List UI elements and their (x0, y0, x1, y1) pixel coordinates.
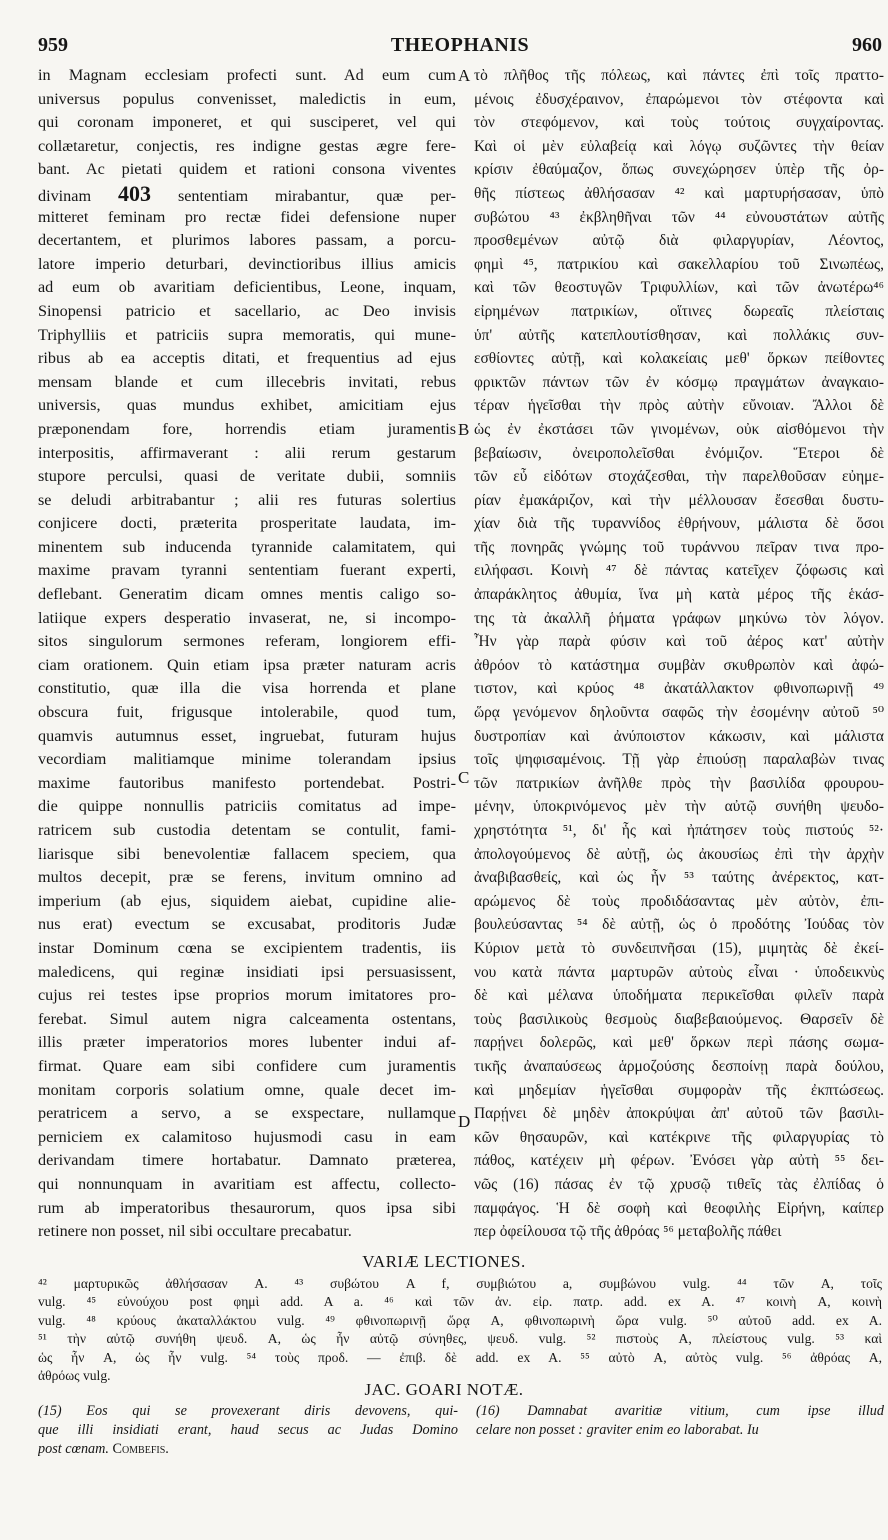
latin-line: ribus ab ea acceptis ditati, et frequentius ad ejus (38, 349, 456, 368)
latin-line: perniciem ex calamitoso hujusmodi casu in eam (38, 1127, 456, 1146)
latin-line: latore imperio deturbari, devinctioribus illius amicis (38, 254, 456, 273)
latin-line: maledicens, qui reginæ insidiati ipsi persuasissent, (38, 962, 456, 981)
latin-line: peratricem a servo, a se exspectare, nullamque (38, 1104, 456, 1123)
latin-line: cujus rei testes ipse proprios morum imitatores pro- (38, 986, 456, 1005)
note-16 (476, 1402, 884, 1440)
latin-line: sitos singulorum sermones referam, longiorem effi- (38, 632, 456, 651)
note-line: (16) Damnabat avaritiæ vitium, cum ipse illud (476, 1403, 884, 1419)
latin-line: mensam blande et cum illecebris invitati, rebus (38, 372, 456, 391)
greek-line: νου κατὰ πάντα μαρτυρῶν αὐτοὺς εἶναι · ὑποδεικνὺς (474, 963, 884, 981)
greek-line: Ἦν γὰρ παρὰ φύσιν καὶ τοῦ ἀέρος κατ' αὐτὴν (474, 633, 884, 651)
variae-lectiones (38, 1275, 882, 1385)
greek-line: χίαν διὰ τῆς τυραννίδος ἐθρήνουν, μάλιστα δὲ ὅσοι (474, 515, 884, 533)
section-marker-c: C (458, 768, 470, 787)
latin-line: qui nonnunquam in avaritiam est affectu, collecto- (38, 1174, 456, 1193)
latin-line: mitteret feminam pro rectæ fidei defensione nuper (38, 207, 456, 226)
greek-line: δυστροπίαν καὶ ἀνύποιστον κάκωσιν, καὶ μάλιστα (474, 727, 884, 745)
latin-line: vecordiam malitiamque minime tolerandam ipsius (38, 750, 456, 769)
greek-line: φρικτῶν πάντων τῶν ἐν κόσμῳ πραγμάτων ἀναγκαιο- (474, 373, 884, 391)
variae-lectiones-heading: VARIÆ LECTIONES. (362, 1252, 526, 1271)
variant-line: ⁵¹ τὴν αὐτῷ συνήθη ψευδ. A, ὡς ἦν αὐτῷ σύνηθες, ψευδ. vulg. ⁵² πιστοὺς A, πλείστους vulg. ⁵³ καὶ (38, 1331, 882, 1347)
greek-line: παρῄνει δολερῶς, καὶ μεθ' ὅρκων περὶ πάσης σωμα- (474, 1034, 884, 1052)
greek-line: τὸ πλῆθος τῆς πόλεως, καὶ πάντες ἐπὶ τοῖς πραττο- (474, 67, 884, 84)
latin-line: liarisque sibi benevolentiæ fallacem speciem, qua (38, 844, 456, 863)
section-marker-b: B (458, 420, 470, 439)
latin-line: ratricem sub custodia detentam se contulit, fami- (38, 821, 456, 839)
greek-line: χρηστότητα ⁵¹, δι' ἧς καὶ ἠπάτησεν τοὺς πιστούς ⁵²· (474, 822, 884, 839)
note-text: post cœnam. (38, 1441, 109, 1457)
latin-line: collætaretur, conjectis, res indigne gestas ægre fere- (38, 136, 456, 155)
latin-line: universus populus convenisset, maledictis in eum, (38, 89, 456, 108)
greek-line: τοὺς βασιλικοὺς θεσμοὺς διαβεβαιούμενος. Θαρσεῖν δὲ (474, 1010, 884, 1028)
note-line (38, 1440, 458, 1459)
greek-line: κρίσιν ἐθαύμαζον, ὅπως συνεχώρησεν ὑπὲρ τῆς ὀρ- (474, 161, 884, 179)
greek-line: θῆς πίστεως ἀθλήσασαν ⁴² καὶ μαρτυρήσασαν, ὑπὸ (474, 184, 884, 202)
latin-line: qui coronam imponeret, et qui susciperet, vel qui (38, 113, 456, 132)
latin-line: minentem sub inducenda tyrannide calamitatem, qui (38, 537, 456, 556)
latin-line: Sinopensi patricio et sacellario, ac Deo invisis (38, 301, 456, 320)
greek-column (474, 64, 884, 1244)
latin-line: die quippe nonnullis patriciis comitatus ad impe- (38, 797, 456, 816)
latin-line: stupore perculsi, quasi de veritate dubii, somniis (38, 467, 456, 486)
section-marker-d: D (458, 1112, 471, 1131)
greek-line: τοῖς ψηφισαμένοις. Τῇ γὰρ ἐπιούσῃ παραλαβὼν τινας (474, 751, 884, 769)
greek-line: τῶν εὖ εἰδότων στοχάζεσθαι, τὴν παρελθοῦσαν εὐημε- (474, 468, 884, 486)
greek-line: νῶς (16) πάσας ἐν τῷ χρυσῷ τιθεῖς τὰς ἐλπίδας ὁ (474, 1175, 884, 1193)
latin-line: in Magnam ecclesiam profecti sunt. Ad eum cum (38, 66, 456, 84)
greek-line: παμφάγος. Ἡ δὲ σοφὴ καὶ θεοφιλὴς Εἰρήνη, καίπερ (474, 1199, 884, 1217)
greek-line: ὥρᾳ γενόμενον δηλοῦντα σαφῶς τὴν ἐσομένην αὐτοῦ ⁵⁰ (474, 704, 884, 722)
latin-line: interpositis, affirmaverant : alii rerum gestarum (38, 443, 456, 462)
latin-line: imperium (ab ejus, siquidem aiebat, cupidine alie- (38, 891, 456, 910)
greek-line: ἀπαράκλητος ἀθυμία, ἵνα μὴ κατὰ μέρος τῆς ἑκάσ- (474, 586, 884, 604)
latin-line: quamvis autumnus esset, ingruebat, futuram hujus (38, 726, 456, 745)
note-attribution: Combefis. (112, 1441, 169, 1457)
greek-line: τῆς πονηρᾶς γνώμης τοῦ τυράννου πεῖραν τινα προ- (474, 538, 884, 556)
latin-line: decertantem, et plurimos labores passam, a porcu- (38, 231, 456, 250)
latin-line: se deludi arbitrabantur ; alii res futuras solertius (38, 490, 456, 509)
latin-line: ferebat. Simul autem nigra calceamenta ostentans, (38, 1009, 456, 1028)
note-line: (15) Eos qui se provexerant diris devovens, qui- (38, 1403, 458, 1419)
greek-line: κῶν θησαυρῶν, καὶ κατέκρινε τῆς φιλαργυρίας τὸ (474, 1128, 884, 1146)
latin-line: maxime fautoribus manifesto portendebat. Postri- (38, 773, 456, 792)
left-page-number: 959 (38, 34, 68, 56)
greek-line: δὲ καὶ μέλανα ὑποδήματα περικεῖσθαι φιλεῖν παρὰ (474, 987, 884, 1005)
greek-line: εἰρημένων πατρικίων, οἵτινες δωρεαῖς πλείσταις (474, 302, 884, 320)
greek-line: καὶ μηδεμίαν ἡγεῖσθαι συμφορὰν τῆς ἐκπτώσεως. (474, 1081, 884, 1099)
greek-line: πάθος, κατέχειν μὴ φέρων. Ἐνόσει γὰρ αὐτὴ ⁵⁵ δει- (474, 1152, 884, 1170)
latin-line: ad eum ob avaritiam deficientibus, Leone, inquam, (38, 278, 456, 297)
variant-line: ⁴² μαρτυρικῶς ἀθλήσασαν A. ⁴³ συβώτου A f, συμβιώτου a, συμβώνου vulg. ⁴⁴ τῶν A, τοῖς (38, 1276, 882, 1291)
greek-line: ρίαν ἐμακάριζον, καὶ τὴν μέλλουσαν ἔσεσθαι δυστυ- (474, 491, 884, 509)
latin-line: ciam orationem. Quin etiam ipsa præter naturam acris (38, 655, 456, 674)
latin-line: retinere non posset, nil sibi occultare precabatur. (38, 1222, 352, 1241)
latin-line: rum ab imperatoribus thesaurorum, quos ipsa sibi (38, 1198, 456, 1217)
right-page-number: 960 (852, 34, 882, 56)
latin-line: instar Dominum cœna se excipientem tradentis, iis (38, 938, 456, 957)
variant-line: ὡς ἦν A, ὡς ἦν vulg. ⁵⁴ τοὺς προδ. — ἐπιβ. δὲ add. ex A. ⁵⁵ αὐτὸ A, αὐτὸς vulg. ⁵⁶ ἀθρόας A, (38, 1349, 882, 1365)
goari-notae-heading: JAC. GOARI NOTÆ. (364, 1380, 524, 1399)
greek-line: ἀναβιβασθείς, καὶ ὡς ἦν ⁵³ ταύτης ἀνέρεκτος, κατ- (474, 869, 884, 887)
greek-line: φημὶ ⁴⁵, πατρικίου καὶ σακελλαρίου τοῦ Σινωπέως, (474, 255, 884, 273)
latin-line: conjicere docti, præterita prosperitate laudata, im- (38, 514, 456, 533)
latin-line: nus erat) evectum se excusabat, proditoris Judæ (38, 915, 456, 934)
latin-fragment: divinam (38, 186, 92, 205)
latin-line: monitam corporis solatium omne, quale decet im- (38, 1080, 456, 1099)
greek-line: ἀθρόον τὸ κατάστημα συμβὰν σκυθρωπὸν καὶ ἀφώ- (474, 656, 884, 674)
greek-line: συβώτου ⁴³ ἐκβληθῆναι τῶν ⁴⁴ εὐνουστάτων αὐτῆς (474, 208, 884, 226)
section-marker-a: A (458, 66, 471, 85)
greek-line: ειλήφασι. Κοινὴ ⁴⁷ δὲ πάντας κατεῖχεν ζόφωσις καὶ (474, 562, 884, 580)
greek-line: προσθεμένων αὐτῷ διὰ φιλαργυρίαν, Λέοντος, (474, 232, 884, 250)
running-title: THEOPHANIS (390, 34, 530, 56)
latin-line: multos decepit, præ se ferens, invitum omnino ad (38, 868, 456, 887)
variant-line: ἀθρόως vulg. (38, 1367, 111, 1383)
greek-line: ὡς ἐν ἐκστάσει τῶν γινομένων, οὐκ αἰσθόμενοι τὴν (474, 420, 884, 438)
greek-line: καὶ τῶν θεοστυγῶν Τριφυλλίων, καὶ τῶν ἀνωτέρω⁴⁶ (474, 279, 884, 297)
latin-line: præponendam fore, horrendis etiam juramentis (38, 419, 456, 438)
page-header (38, 34, 882, 62)
greek-line: τῶν πατρικίων ἀνῆλθε πρὸς τὴν βασιλίδα φρουρου- (474, 774, 884, 792)
greek-line: αρώμενος δὲ τοὺς προδιδάσαντας μὲν αὐτὸν, ἐπι- (474, 892, 884, 910)
greek-line: βεβαίωσιν, ὀνειροπολεῖσθαι ἐνόμιζον. Ἕτεροι δὲ (474, 444, 884, 462)
latin-line: maxime pravam tyranni sententiam fuerant experti, (38, 561, 456, 580)
note-line: que illi insidiati erant, haud secus ac Judas Domino (38, 1422, 458, 1438)
latin-line: Triphylliis et patriciis supra memoratis, qui mune- (38, 325, 456, 344)
latin-line: deflebant. Generatim dicam omnes mentis caligo so- (38, 585, 456, 604)
greek-line: Καὶ οἱ μὲν εὐλαβείᾳ καὶ λόγῳ συζῶντες τὴν θείαν (474, 137, 884, 155)
latin-line: derivandam timere hortabatur. Damnato præterea, (38, 1151, 456, 1170)
greek-line: ὑπ' αὐτῆς κατεπλουτίσθησαν, καὶ πολλάκις συν- (474, 326, 884, 344)
variant-line: vulg. ⁴⁵ εὐνούχου post φημὶ add. A a. ⁴⁶ καὶ τῶν ἀν. εἰρ. πατρ. add. ex A. ⁴⁷ κοινὴ A, κοινὴ (38, 1294, 882, 1310)
greek-line: Κύριον μετὰ τὸ συνδειπνῆσαι (15), μιμητὰς δὲ ἐκεί- (474, 939, 884, 957)
latin-column (38, 64, 456, 1244)
latin-line: bant. Ac pietati quidem et rationi consona viventes (38, 160, 456, 179)
latin-line: firmat. Quare eam sibi confidere cum juramentis (38, 1056, 456, 1075)
latin-line: constitutio, quæ illa die visa horrenda et plane (38, 679, 456, 698)
greek-line: περ ὀφείλουσα τῷ τῆς ἀθρόας ⁵⁶ μεταβολῆς πάθει (474, 1223, 782, 1241)
latin-line-with-column-number (38, 182, 456, 206)
greek-line: τὸν στεφόμενον, καὶ τοὺς τούτοις συγχαίροντας. (474, 114, 884, 132)
greek-line: τικῆς ἀναπαύσεως ἁρμοζούσης δεσποίνῃ παρὰ δούλου, (474, 1057, 884, 1075)
greek-line: μένην, ὑποκρινόμενος μὲν τὴν αὐτῷ συνήθη ψευδο- (474, 798, 884, 816)
latin-line: universis, quas mundus exhibet, amicitiam ejus (38, 396, 456, 415)
greek-line: ἀπολογούμενος δὲ αὐτῇ, ὡς ἀκουσίως ἐπὶ τὴν ἀρχὴν (474, 845, 884, 863)
greek-line: βουλεύσαντας ⁵⁴ δὲ αὐτῇ, ὡς ὁ προδότης Ἰούδας τὸν (474, 916, 884, 934)
latin-line: illis præter imperatorios mores lubenter indui af- (38, 1033, 456, 1052)
latin-fragment: sententiam mirabantur, quæ per- (177, 186, 456, 205)
latin-line: obscura fuit, frigusque intolerabile, quod tum, (38, 703, 456, 722)
note-15 (38, 1402, 458, 1459)
variant-line: vulg. ⁴⁸ κρύους ἀκαταλλάκτου vulg. ⁴⁹ φθινοπωρινῇ ὥρᾳ A, φθινοπωρινὴ ὥρα vulg. ⁵⁰ αὐτοῦ add. ex A. (38, 1312, 882, 1328)
greek-line: τέραν ἡγεῖσθαι τὴν πρὸς αὐτὴν εὔνοιαν. Ἄλλοι δὲ (474, 397, 884, 415)
latin-line: latiique expers desperatio invaserat, ne, si incompo- (38, 608, 456, 627)
greek-line: Παρῄνει δὲ μηδὲν ἀποκρύψαι ἀπ' αὐτοῦ τῶν βασιλι- (474, 1105, 884, 1123)
greek-line: εσθίοντες αὐτῇ, καὶ κολακείαις μεθ' ὅρκων πείθοντες (474, 350, 884, 368)
greek-line: της τὰ ἀκαλλῆ ῥήματα γράφων μηκύνω τὸν λόγον. (474, 609, 884, 627)
greek-line: μένοις ἐδυσχέραινον, ἐπαρώμενοι τὸν στέφοντα καὶ (474, 90, 884, 108)
greek-line: τιστον, καὶ κρύος ⁴⁸ ἀκατάλλακτον φθινοπωρινῇ ⁴⁹ (474, 680, 884, 698)
note-line: celare non posset : graviter enim eo laborabat. Iu (476, 1422, 759, 1438)
column-number: 403 (118, 181, 151, 206)
